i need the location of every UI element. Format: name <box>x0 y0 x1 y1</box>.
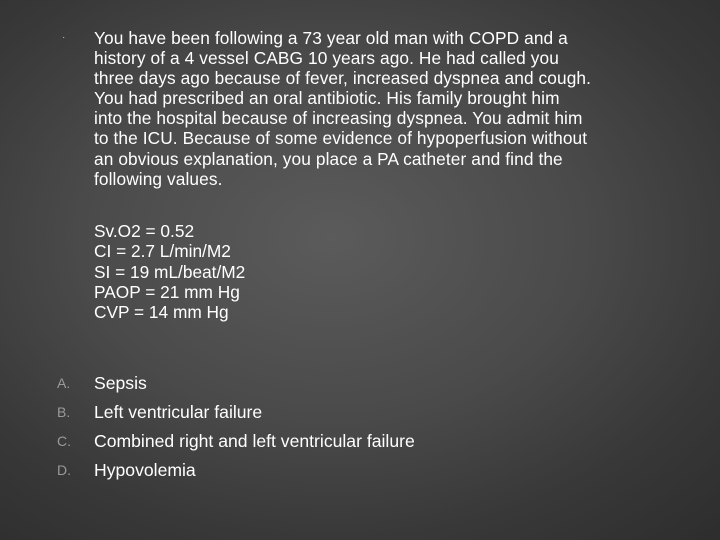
answer-options <box>57 369 657 485</box>
bullet-marker: · <box>62 32 66 43</box>
option-letter: A. <box>57 375 71 391</box>
question-line: following values. <box>94 168 223 189</box>
value-paop: PAOP = 21 mm Hg <box>94 281 240 302</box>
option-text: Hypovolemia <box>94 460 196 480</box>
option-text: Combined right and left ventricular failure <box>94 431 415 451</box>
option-text: Left ventricular failure <box>94 402 263 422</box>
question-text <box>94 28 694 189</box>
option-letter: D. <box>57 462 71 478</box>
value-cvp: CVP = 14 mm Hg <box>94 302 229 323</box>
value-svo2: Sv.O2 = 0.52 <box>94 221 195 241</box>
question-line: history of a 4 vessel CABG 10 years ago. He had called you <box>94 48 559 69</box>
question-line: three days ago because of fever, increased dyspnea and cough. <box>94 68 592 89</box>
option-b <box>57 398 657 427</box>
option-c <box>57 427 657 456</box>
question-line: into the hospital because of increasing dyspnea. You admit him <box>94 108 583 129</box>
option-letter: C. <box>57 433 71 449</box>
question-line: You have been following a 73 year old man with COPD and a <box>94 28 568 48</box>
value-si: SI = 19 mL/beat/M2 <box>94 261 246 282</box>
question-line: You had prescribed an oral antibiotic. His family brought him <box>94 88 560 109</box>
option-letter: B. <box>57 404 71 420</box>
value-ci: CI = 2.7 L/min/M2 <box>94 241 231 262</box>
hemodynamic-values <box>94 221 245 322</box>
option-a <box>57 369 657 398</box>
option-d <box>57 456 657 485</box>
question-line: to the ICU. Because of some evidence of hypoperfusion without <box>94 128 588 149</box>
question-line: an obvious explanation, you place a PA catheter and find the <box>94 148 563 169</box>
option-text: Sepsis <box>94 373 147 393</box>
